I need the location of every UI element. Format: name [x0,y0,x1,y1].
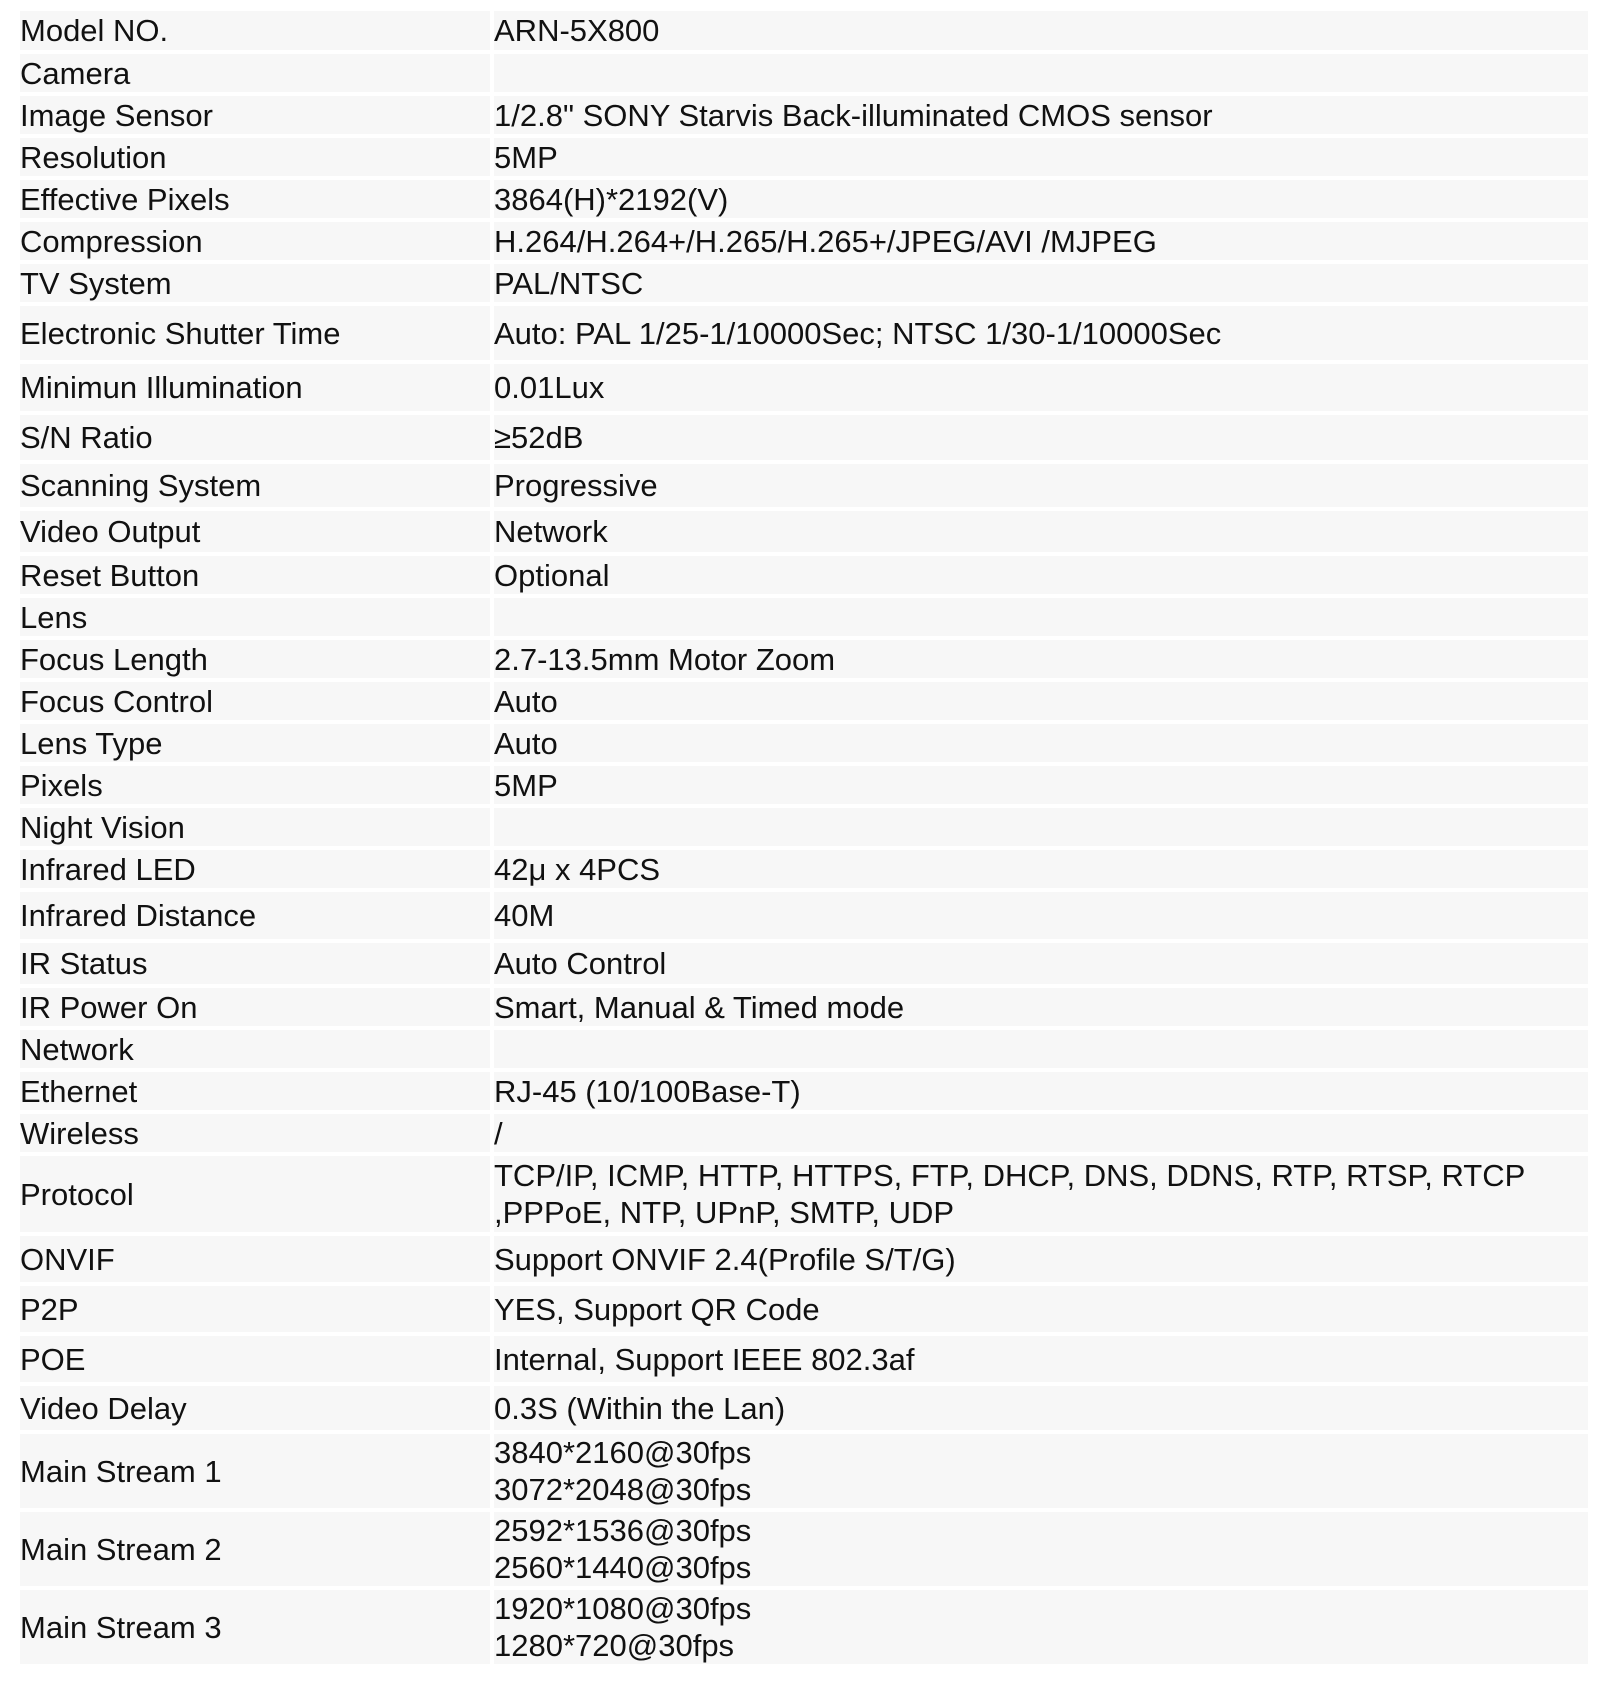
table-row [20,1336,1588,1386]
table-row [20,96,1588,138]
value-line: ,PPPoE, NTP, UPnP, SMTP, UDP [494,1195,955,1230]
spec-label: Video Delay [20,1386,494,1434]
table-row [20,364,1588,415]
spec-label: Lens Type [20,724,494,766]
spec-label: S/N Ratio [20,415,494,464]
spec-label: Wireless [20,1114,494,1156]
table-row [20,1386,1588,1434]
section-row [20,598,1588,640]
spec-value [494,54,1588,96]
spec-label: POE [20,1336,494,1386]
spec-value: 2.7-13.5mm Motor Zoom [494,640,1588,682]
spec-label: Image Sensor [20,96,494,138]
table-row [20,892,1588,943]
value-line: 2592*1536@30fps [494,1513,752,1548]
value-line: TCP/IP, ICMP, HTTP, HTTPS, FTP, DHCP, DNS, DDNS, RTP, RTSP, RTCP [494,1158,1526,1193]
spec-label: Main Stream 1 [20,1434,494,1512]
value-line: 1920*1080@30fps [494,1591,752,1626]
table-row [20,1236,1588,1286]
spec-label: Scanning System [20,464,494,511]
spec-label: TV System [20,264,494,306]
spec-value: Auto [494,724,1588,766]
spec-value: 1/2.8" SONY Starvis Back-illuminated CMOS sensor [494,96,1588,138]
spec-value: Internal, Support IEEE 802.3af [494,1336,1588,1386]
spec-label: Infrared LED [20,850,494,892]
spec-label: Focus Control [20,682,494,724]
table-row [20,11,1588,54]
section-row [20,54,1588,96]
section-label: Network [20,1030,494,1072]
table-row [20,1512,1588,1590]
table-row [20,943,1588,988]
spec-label: Protocol [20,1156,494,1236]
value-line: 3072*2048@30fps [494,1472,752,1507]
spec-value: Auto: PAL 1/25-1/10000Sec; NTSC 1/30-1/10000Sec [494,306,1588,364]
spec-value [494,1590,1588,1668]
table-row [20,1286,1588,1336]
spec-label: IR Status [20,943,494,988]
table-row [20,1434,1588,1512]
spec-value: Optional [494,556,1588,598]
spec-value [494,598,1588,640]
spec-value: Auto [494,682,1588,724]
spec-value: ARN-5X800 [494,11,1588,54]
spec-value: Support ONVIF 2.4(Profile S/T/G) [494,1236,1588,1286]
table-row [20,1156,1588,1236]
section-label: Night Vision [20,808,494,850]
spec-value: PAL/NTSC [494,264,1588,306]
table-row [20,724,1588,766]
table-row [20,180,1588,222]
value-line: 1280*720@30fps [494,1628,735,1663]
spec-value: YES, Support QR Code [494,1286,1588,1336]
table-row [20,1590,1588,1668]
spec-value [494,1030,1588,1072]
spec-value: Progressive [494,464,1588,511]
table-row [20,556,1588,598]
spec-label: Minimun Illumination [20,364,494,415]
spec-label: IR Power On [20,988,494,1030]
spec-label: Model NO. [20,11,494,54]
spec-value: 3864(H)*2192(V) [494,180,1588,222]
spec-value [494,1512,1588,1590]
value-line: 3840*2160@30fps [494,1435,752,1470]
spec-label: Reset Button [20,556,494,598]
table-row [20,511,1588,556]
table-row [20,1072,1588,1114]
spec-table [20,11,1588,1668]
value-line: 2560*1440@30fps [494,1550,752,1585]
spec-value: ≥52dB [494,415,1588,464]
table-row [20,415,1588,464]
spec-value: / [494,1114,1588,1156]
spec-label: Main Stream 3 [20,1590,494,1668]
spec-label: Electronic Shutter Time [20,306,494,364]
table-row [20,138,1588,180]
spec-value: H.264/H.264+/H.265/H.265+/JPEG/AVI /MJPEG [494,222,1588,264]
table-row [20,682,1588,724]
table-row [20,306,1588,364]
spec-value [494,1156,1588,1236]
spec-value: 40M [494,892,1588,943]
spec-value: RJ-45 (10/100Base-T) [494,1072,1588,1114]
spec-label: Resolution [20,138,494,180]
spec-value: Network [494,511,1588,556]
table-row [20,988,1588,1030]
spec-label: Pixels [20,766,494,808]
spec-value [494,1434,1588,1512]
spec-value: 5MP [494,138,1588,180]
spec-value: Auto Control [494,943,1588,988]
spec-label: Ethernet [20,1072,494,1114]
spec-label: Effective Pixels [20,180,494,222]
table-row [20,464,1588,511]
table-row [20,766,1588,808]
spec-value: Smart, Manual & Timed mode [494,988,1588,1030]
spec-value: 0.3S (Within the Lan) [494,1386,1588,1434]
table-row [20,640,1588,682]
section-row [20,1030,1588,1072]
section-label: Camera [20,54,494,96]
spec-label: Compression [20,222,494,264]
spec-value: 42μ x 4PCS [494,850,1588,892]
spec-label: P2P [20,1286,494,1336]
spec-label: Focus Length [20,640,494,682]
spec-value: 0.01Lux [494,364,1588,415]
spec-label: Video Output [20,511,494,556]
table-row [20,222,1588,264]
table-row [20,1114,1588,1156]
spec-value: 5MP [494,766,1588,808]
spec-value [494,808,1588,850]
table-row [20,850,1588,892]
section-label: Lens [20,598,494,640]
spec-label: Infrared Distance [20,892,494,943]
section-row [20,808,1588,850]
spec-label: Main Stream 2 [20,1512,494,1590]
spec-label: ONVIF [20,1236,494,1286]
table-row [20,264,1588,306]
